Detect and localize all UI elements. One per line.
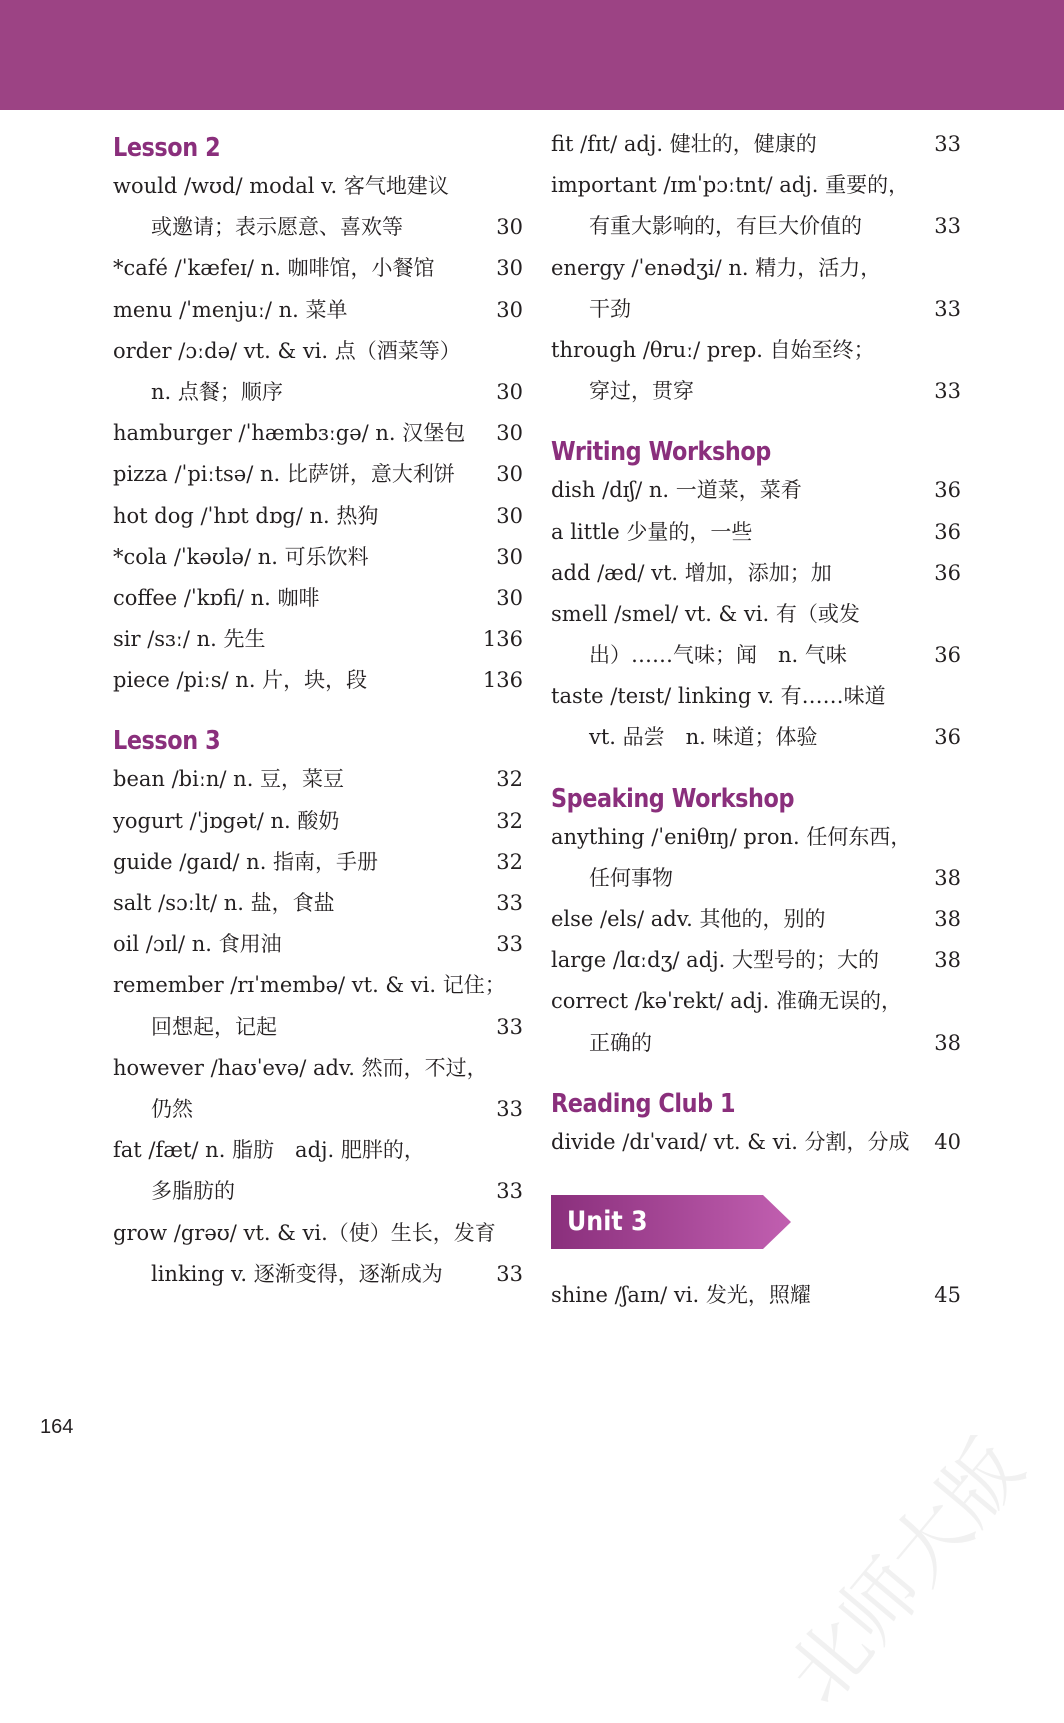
vocab-entry <box>113 413 523 454</box>
vocab-text: energy /ˈenədʒi/ n. 精力，活力， <box>551 255 882 280</box>
vocab-entry <box>113 1048 523 1089</box>
vocab-text: correct /kəˈrekt/ adj. 准确无误的， <box>551 989 902 1014</box>
vocab-text: else /els/ adv. 其他的，别的 <box>551 907 826 931</box>
page-reference: 40 <box>934 1129 961 1154</box>
section-heading: Speaking Workshop <box>551 783 795 814</box>
vocab-text: anything /ˈeniθɪŋ/ pron. 任何东西， <box>551 824 912 849</box>
vocab-text: piece /piːs/ n. 片，块，段 <box>113 668 368 693</box>
page-reference: 32 <box>496 849 523 874</box>
vocab-text: 仍然 <box>151 1096 193 1121</box>
vocab-entry <box>113 1213 523 1254</box>
vocab-entry <box>113 454 523 495</box>
page-reference: 33 <box>496 1096 523 1121</box>
vocab-text: a little 少量的，一些 <box>551 519 753 544</box>
vocab-text: 回想起，记起 <box>151 1014 277 1039</box>
vocab-entry-continuation <box>551 371 961 412</box>
vocab-entry-continuation <box>113 1254 523 1295</box>
page-reference: 33 <box>934 379 961 404</box>
vocab-text: divide /dɪˈvaɪd/ vt. & vi. 分割，分成 <box>551 1129 910 1154</box>
vocab-entry <box>113 537 523 578</box>
vocab-entry-continuation <box>113 1171 523 1212</box>
vocab-text: pizza /ˈpiːtsə/ n. 比萨饼，意大利饼 <box>113 462 455 487</box>
vocab-entry <box>551 124 961 165</box>
unit-banner <box>551 1195 791 1249</box>
vocab-entry <box>551 165 961 206</box>
vocab-text: grow /grəʊ/ vt. & vi.（使）生长，发育 <box>113 1220 496 1245</box>
page-reference: 36 <box>934 478 961 503</box>
vocab-text: yogurt /ˈjɒgət/ n. 酸奶 <box>113 808 340 833</box>
vocab-text: oil /ɔɪl/ n. 食用油 <box>113 932 282 957</box>
vocab-text: 有重大影响的，有巨大价值的 <box>589 214 862 239</box>
vocab-entry <box>551 1275 961 1316</box>
vocab-entry <box>113 331 523 372</box>
vocab-entry <box>113 578 523 619</box>
vocab-entry <box>551 676 961 717</box>
page-reference: 32 <box>496 808 523 833</box>
page-reference: 30 <box>496 215 523 240</box>
section-heading: Reading Club 1 <box>551 1088 736 1119</box>
page-reference: 36 <box>934 643 961 668</box>
vocab-text: hamburger /ˈhæmbɜːgə/ n. 汉堡包 <box>113 421 466 446</box>
vocab-text: add /æd/ vt. 增加，添加；加 <box>551 560 832 585</box>
section-heading: Writing Workshop <box>551 437 771 468</box>
page-reference: 33 <box>934 132 961 156</box>
vocab-text: 干劲 <box>589 296 631 321</box>
vocab-text: *cola /ˈkəʊlə/ n. 可乐饮料 <box>113 544 369 569</box>
vocab-text: linking v. 逐渐变得，逐渐成为 <box>151 1261 443 1286</box>
vocab-text: order /ɔːdə/ vt. & vi. 点（酒菜等） <box>113 338 461 363</box>
page-reference: 30 <box>496 297 523 322</box>
vocab-entry <box>551 512 961 553</box>
vocab-entry <box>113 759 523 800</box>
vocab-text: fat /fæt/ n. 脂肪 adj. 肥胖的， <box>113 1138 425 1163</box>
vocab-entry-continuation <box>551 1023 961 1064</box>
vocab-entry <box>113 965 523 1006</box>
section-heading: Lesson 2 <box>113 133 221 163</box>
vocab-text: 正确的 <box>589 1030 652 1055</box>
page-reference: 136 <box>482 627 523 652</box>
page-reference: 36 <box>934 519 961 544</box>
vocab-entry <box>551 594 961 635</box>
vocab-text: coffee /ˈkɒfi/ n. 咖啡 <box>113 585 320 610</box>
page-reference: 30 <box>496 585 523 610</box>
vocab-text: dish /dɪʃ/ n. 一道菜，菜肴 <box>551 478 802 503</box>
page-reference: 45 <box>934 1282 961 1307</box>
vocab-text: 任何事物 <box>589 865 673 890</box>
page-reference: 36 <box>934 725 961 750</box>
vocab-entry <box>113 883 523 924</box>
vocab-entry-continuation <box>113 1089 523 1130</box>
page-reference: 38 <box>934 865 961 890</box>
vocab-entry <box>551 1122 961 1163</box>
vocab-text: shine /ʃaɪn/ vi. 发光，照耀 <box>551 1282 811 1307</box>
vocab-entry <box>551 899 961 940</box>
vocab-text: would /wʊd/ modal v. 客气地建议 <box>113 174 449 198</box>
vocab-text: 出）……气味；闻 n. 气味 <box>589 643 847 668</box>
left-column <box>113 130 523 1295</box>
vocab-entry <box>113 1130 523 1171</box>
page-reference: 30 <box>496 379 523 404</box>
vocab-text: salt /sɔːlt/ n. 盐，食盐 <box>113 891 335 915</box>
vocab-entry <box>551 981 961 1022</box>
vocab-entry <box>113 842 523 883</box>
vocab-text: taste /teɪst/ linking v. 有……味道 <box>551 684 886 709</box>
page-reference: 33 <box>496 1261 523 1286</box>
page-reference: 38 <box>934 948 961 973</box>
page-reference: 30 <box>496 421 523 446</box>
vocab-entry <box>113 290 523 331</box>
vocab-text: important /ɪmˈpɔːtnt/ adj. 重要的， <box>551 173 910 198</box>
page-reference: 33 <box>934 296 961 321</box>
vocab-text: *café /ˈkæfeɪ/ n. 咖啡馆，小餐馆 <box>113 256 435 281</box>
vocab-text: however /haʊˈevə/ adv. 然而，不过， <box>113 1055 488 1080</box>
vocab-text: 或邀请；表示愿意、喜欢等 <box>151 215 403 240</box>
vocab-text: guide /gaɪd/ n. 指南，手册 <box>113 849 379 874</box>
watermark: 北师大版 <box>771 1423 1041 1721</box>
vocab-text: menu /ˈmenjuː/ n. 菜单 <box>113 297 348 322</box>
right-column <box>551 124 961 1316</box>
vocab-entry <box>113 248 523 289</box>
page-reference: 33 <box>496 932 523 957</box>
vocab-text: 多脂肪的 <box>151 1179 235 1204</box>
vocab-entry <box>551 248 961 289</box>
vocab-entry <box>551 940 961 981</box>
vocab-entry-continuation <box>113 372 523 413</box>
vocab-entry-continuation <box>551 289 961 330</box>
vocab-entry <box>113 660 523 701</box>
unit-banner-label: Unit 3 <box>567 1205 648 1237</box>
vocab-entry <box>113 496 523 537</box>
vocab-text: fit /fɪt/ adj. 健壮的，健康的 <box>551 132 817 156</box>
vocab-text: through /θruː/ prep. 自始至终； <box>551 337 875 362</box>
vocab-text: hot dog /ˈhɒt dɒg/ n. 热狗 <box>113 503 379 528</box>
vocab-text: 穿过，贯穿 <box>589 379 694 404</box>
page-number: 164 <box>40 1416 74 1438</box>
vocab-entry <box>551 553 961 594</box>
vocab-entry-continuation <box>113 1007 523 1048</box>
page-reference: 38 <box>934 907 961 931</box>
page-reference: 38 <box>934 1030 961 1055</box>
vocab-text: smell /smel/ vt. & vi. 有（或发 <box>551 601 860 626</box>
vocab-text: large /lɑːdʒ/ adj. 大型号的；大的 <box>551 948 880 973</box>
page-reference: 36 <box>934 560 961 585</box>
vocab-entry <box>551 817 961 858</box>
vocab-text: bean /biːn/ n. 豆，菜豆 <box>113 767 345 792</box>
page-reference: 30 <box>496 462 523 487</box>
vocab-entry-continuation <box>551 717 961 758</box>
page-reference: 33 <box>496 1179 523 1204</box>
section-heading: Lesson 3 <box>113 726 221 757</box>
page-reference: 30 <box>496 503 523 528</box>
vocab-entry-continuation <box>551 206 961 247</box>
page-reference: 33 <box>934 214 961 239</box>
vocab-text: remember /rɪˈmembə/ vt. & vi. 记住； <box>113 973 506 998</box>
vocab-entry-continuation <box>113 207 523 248</box>
vocab-entry <box>113 801 523 842</box>
page-reference: 32 <box>496 767 523 792</box>
page-reference: 30 <box>496 544 523 569</box>
vocab-text: n. 点餐；顺序 <box>151 379 283 404</box>
vocab-entry-continuation <box>551 635 961 676</box>
vocab-entry <box>113 924 523 965</box>
vocab-text: sir /sɜː/ n. 先生 <box>113 627 266 652</box>
vocab-entry <box>113 619 523 660</box>
page-reference: 33 <box>496 1014 523 1039</box>
vocab-entry <box>551 470 961 511</box>
vocab-entry-continuation <box>551 858 961 899</box>
page-reference: 33 <box>496 891 523 915</box>
page-reference: 136 <box>482 668 523 693</box>
vocab-text: vt. 品尝 n. 味道；体验 <box>589 725 818 750</box>
vocab-entry <box>551 330 961 371</box>
top-color-bar <box>0 0 1064 110</box>
page-reference: 30 <box>496 256 523 281</box>
vocab-entry <box>113 166 523 207</box>
